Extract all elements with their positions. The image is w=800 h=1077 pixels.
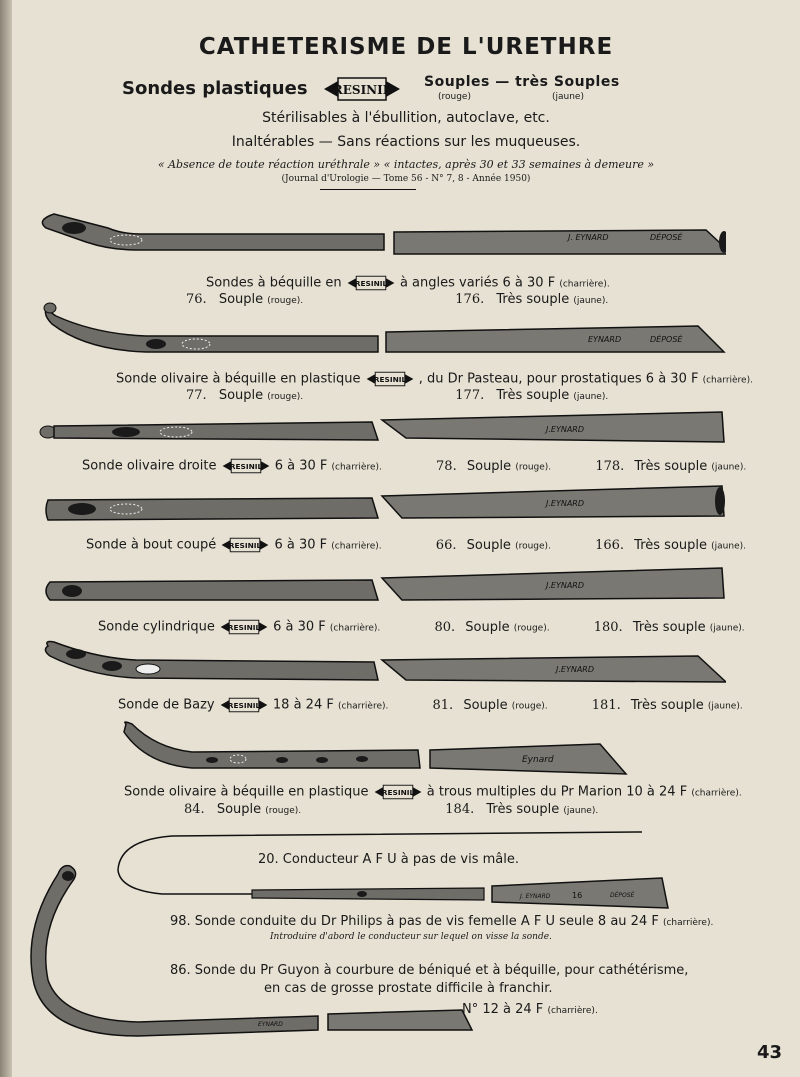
item-range: à trous multiples du Pr Marion 10 à 24 F bbox=[426, 784, 688, 800]
item-unit: (charrière). bbox=[559, 279, 610, 290]
item-3-title bbox=[82, 458, 746, 474]
color-label: (rouge). bbox=[511, 701, 548, 712]
item-unit: (charrière). bbox=[547, 1006, 598, 1016]
resinil-logo bbox=[346, 275, 396, 291]
item-range: 18 à 24 F bbox=[272, 697, 334, 713]
stamp-text: J.EYNARD bbox=[546, 581, 585, 590]
item-name: Sonde olivaire à béquille en plastique bbox=[124, 784, 369, 800]
svg-text:RESINIL: RESINIL bbox=[229, 462, 262, 472]
stamp-text: EYNARD bbox=[258, 1021, 283, 1028]
item-2-variants bbox=[186, 388, 608, 403]
instrument-sonde-pasteau bbox=[26, 300, 726, 358]
item-4-title bbox=[86, 537, 746, 553]
color-label: (rouge). bbox=[265, 806, 302, 816]
item-unit: (charrière). bbox=[337, 701, 389, 712]
sterilisable-line: Stérilisables à l'ébullition, autoclave, etc. bbox=[262, 110, 550, 126]
guyon-size: N° 12 à 24 F bbox=[462, 1002, 544, 1017]
variant-label: Très souple bbox=[634, 458, 708, 474]
ref-number: 80. bbox=[434, 619, 456, 635]
svg-text:RESINIL: RESINIL bbox=[373, 375, 406, 385]
subtitle-text: Sondes plastiques bbox=[122, 78, 308, 99]
svg-text:RESINIL: RESINIL bbox=[227, 701, 260, 711]
item-name: Sondes à béquille en bbox=[206, 275, 342, 291]
item-2-title bbox=[116, 371, 753, 387]
instrument-sonde-bequille bbox=[26, 208, 726, 260]
variant-label: Très souple bbox=[630, 697, 704, 713]
instrument-sonde-bout-coupe bbox=[26, 484, 726, 524]
color-label: (jaune). bbox=[573, 296, 609, 306]
ref-number: 84. bbox=[184, 802, 205, 817]
variant-label: Très souple bbox=[496, 388, 570, 403]
item-range: 6 à 30 F bbox=[273, 619, 326, 635]
variant-label: Souple bbox=[465, 619, 510, 635]
page-title: CATHETERISME DE L'URETHRE bbox=[198, 34, 614, 60]
item-range: à angles variés 6 à 30 F bbox=[399, 275, 556, 291]
variant-label: Souple bbox=[218, 292, 264, 307]
inalterable-line: Inaltérables — Sans réactions sur les muqueuses. bbox=[231, 134, 581, 150]
instrument-sonde-bazy bbox=[26, 636, 726, 690]
item-unit: (charrière). bbox=[691, 788, 742, 799]
svg-text:RESINIL: RESINIL bbox=[227, 623, 261, 633]
color-label: (jaune). bbox=[563, 806, 599, 816]
item-name: Sonde à bout coupé bbox=[86, 537, 217, 553]
item-name: Sonde olivaire à béquille en plastique bbox=[116, 371, 361, 387]
color-label: (jaune). bbox=[711, 541, 746, 552]
guyon-text-2: en cas de grosse prostate difficile à franchir. bbox=[264, 981, 553, 996]
divider bbox=[320, 189, 416, 190]
variant-label: Souple bbox=[466, 537, 511, 553]
item-name: Sonde cylindrique bbox=[98, 619, 215, 635]
ref-number: 81. bbox=[432, 697, 454, 713]
ref-number: 177. bbox=[455, 388, 485, 403]
ref-number: 178. bbox=[595, 458, 625, 474]
item-unit: (charrière). bbox=[331, 541, 382, 552]
guyon-range bbox=[462, 1002, 598, 1017]
svg-text:RESINIL: RESINIL bbox=[381, 788, 414, 798]
svg-text:RESINIL: RESINIL bbox=[354, 279, 387, 289]
instrument-sonde-olivaire-droite bbox=[26, 408, 726, 448]
instrument-sonde-marion bbox=[112, 718, 642, 776]
variants: Souples — très Souples bbox=[424, 74, 620, 90]
variant-label: Très souple bbox=[634, 537, 707, 553]
ref-number: 77. bbox=[186, 388, 207, 403]
svg-text:RESINIL: RESINIL bbox=[229, 541, 262, 551]
book-spine bbox=[0, 0, 12, 1077]
variant-label: Très souple bbox=[486, 802, 560, 817]
variant-label: Souple bbox=[466, 458, 512, 474]
item-7-variants bbox=[184, 802, 598, 817]
resinil-logo bbox=[220, 537, 270, 553]
resinil-logo bbox=[324, 76, 400, 102]
item-range: 6 à 30 F bbox=[274, 537, 328, 553]
item-unit: (charrière). bbox=[662, 918, 714, 928]
color-label: (rouge). bbox=[515, 462, 552, 473]
stamp-text: EYNARD bbox=[588, 335, 622, 344]
item-1-title bbox=[206, 275, 610, 291]
variant-label: Très souple bbox=[632, 619, 706, 635]
item-unit: (charrière). bbox=[702, 375, 753, 386]
color-label: (jaune). bbox=[711, 462, 747, 473]
item-range: 6 à 30 F bbox=[274, 458, 328, 474]
variant-label: Souple bbox=[216, 802, 262, 817]
variant-label: Très souple bbox=[496, 292, 570, 307]
subtitle bbox=[122, 76, 400, 102]
resinil-logo bbox=[219, 619, 269, 635]
resinil-logo bbox=[219, 697, 269, 713]
ref-number: 66. bbox=[435, 537, 457, 553]
resinil-logo bbox=[373, 784, 423, 800]
philips-note: Introduire d'abord le conducteur sur lequel on visse la sonde. bbox=[270, 932, 552, 942]
catalog-page bbox=[12, 0, 800, 1077]
color-label: (jaune). bbox=[573, 392, 609, 402]
item-name: Sonde de Bazy bbox=[118, 697, 215, 713]
item-5-title bbox=[98, 619, 745, 635]
ref-number: 176. bbox=[455, 292, 485, 307]
guyon-text-1: 86. Sonde du Pr Guyon à courbure de béniqué et à béquille, pour cathétérisme, bbox=[170, 963, 689, 978]
variant-label: Souple bbox=[218, 388, 264, 403]
ref-number: 166. bbox=[595, 537, 625, 553]
ref-number: 184. bbox=[445, 802, 475, 817]
variant-rouge: (rouge) bbox=[438, 92, 471, 102]
ref-number: 76. bbox=[186, 292, 207, 307]
page-number: 43 bbox=[756, 1042, 782, 1063]
item-range: , du Dr Pasteau, pour prostatiques 6 à 30 F bbox=[418, 371, 699, 387]
item-unit: (charrière). bbox=[331, 462, 382, 473]
item-name: Sonde olivaire droite bbox=[82, 458, 217, 474]
stamp-text: J. EYNARD bbox=[568, 233, 609, 242]
stamp-text: Eynard bbox=[522, 755, 554, 765]
color-label: (jaune). bbox=[709, 623, 745, 634]
item-6-title bbox=[118, 697, 743, 713]
instrument-sonde-cylindrique bbox=[26, 566, 726, 606]
reference: (Journal d'Urologie — Tome 56 - N° 7, 8 - Année 1950) bbox=[281, 174, 531, 184]
color-label: (jaune). bbox=[707, 701, 743, 712]
item-unit: (charrière). bbox=[329, 623, 381, 634]
color-label: (rouge). bbox=[513, 623, 550, 634]
stamp-text: J. EYNARD bbox=[520, 893, 551, 900]
resinil-logo bbox=[365, 371, 415, 387]
stamp-text: 16 bbox=[572, 891, 583, 900]
color-label: (rouge). bbox=[515, 541, 551, 552]
stamp-text: J.EYNARD bbox=[546, 499, 585, 508]
stamp-text: DÉPOSÉ bbox=[610, 892, 635, 899]
stamp-text: DÉPOSÉ bbox=[650, 233, 683, 242]
stamp-text: J.EYNARD bbox=[556, 665, 595, 674]
svg-text:RESINIL: RESINIL bbox=[332, 83, 392, 97]
stamp-text: DÉPOSÉ bbox=[650, 335, 683, 344]
stamp-text: J.EYNARD bbox=[546, 425, 585, 434]
ref-number: 180. bbox=[593, 619, 623, 635]
ref-number: 78. bbox=[436, 458, 457, 474]
ref-number: 181. bbox=[591, 697, 621, 713]
instrument-sonde-guyon bbox=[18, 860, 488, 1050]
variant-jaune: (jaune) bbox=[552, 92, 584, 102]
item-7-title bbox=[124, 784, 742, 800]
color-label: (rouge). bbox=[267, 392, 304, 402]
resinil-logo bbox=[221, 458, 271, 474]
philips-name: 98. Sonde conduite du Dr Philips à pas de vis femelle A F U seule 8 au 24 F bbox=[170, 914, 659, 929]
quote: « Absence de toute réaction uréthrale » « intactes, après 30 et 33 semaines à demeure » bbox=[157, 158, 655, 171]
variant-label: Souple bbox=[463, 697, 508, 713]
color-label: (rouge). bbox=[267, 296, 304, 306]
conducteur-text: 20. Conducteur A F U à pas de vis mâle. bbox=[258, 852, 519, 867]
